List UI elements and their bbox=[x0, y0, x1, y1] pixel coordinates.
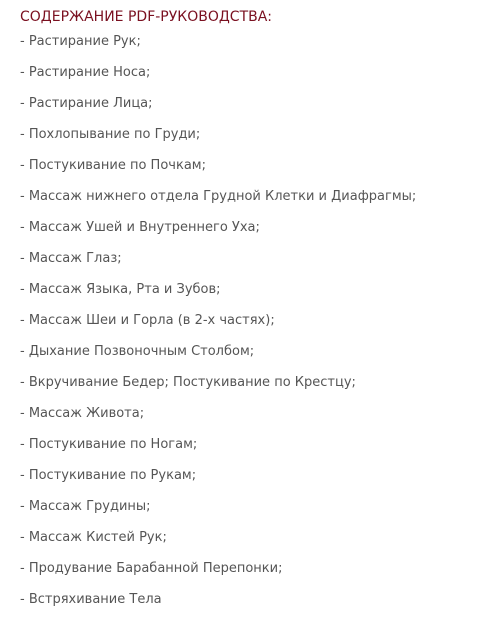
list-item: - Растирание Рук; bbox=[20, 34, 141, 49]
list-item: - Массаж Глаз; bbox=[20, 251, 122, 266]
list-item: - Массаж Живота; bbox=[20, 406, 145, 421]
list-item: - Массаж Кистей Рук; bbox=[20, 530, 167, 545]
list-item: - Растирание Лица; bbox=[20, 96, 153, 111]
list-item: - Массаж Языка, Рта и Зубов; bbox=[20, 282, 221, 297]
list-item: - Вкручивание Бедер; Постукивание по Крестцу; bbox=[20, 375, 356, 390]
contents-list bbox=[20, 34, 483, 623]
list-item: - Постукивание по Почкам; bbox=[20, 158, 206, 173]
list-item: - Дыхание Позвоночным Столбом; bbox=[20, 344, 255, 359]
list-item: - Массаж Ушей и Внутреннего Уха; bbox=[20, 220, 260, 235]
list-item: - Похлопывание по Груди; bbox=[20, 127, 201, 142]
list-item: - Продувание Барабанной Перепонки; bbox=[20, 561, 283, 576]
list-item: - Постукивание по Ногам; bbox=[20, 437, 198, 452]
list-item: - Массаж Грудины; bbox=[20, 499, 151, 514]
pdf-contents-section bbox=[20, 8, 483, 623]
section-heading: СОДЕРЖАНИЕ PDF-РУКОВОДСТВА: bbox=[20, 9, 273, 25]
list-item: - Постукивание по Рукам; bbox=[20, 468, 197, 483]
list-item: - Массаж Шеи и Горла (в 2-х частях); bbox=[20, 313, 275, 328]
list-item: - Массаж нижнего отдела Грудной Клетки и Диафрагмы; bbox=[20, 189, 417, 204]
list-item: - Встряхивание Тела bbox=[20, 592, 162, 607]
list-item: - Растирание Носа; bbox=[20, 65, 151, 80]
